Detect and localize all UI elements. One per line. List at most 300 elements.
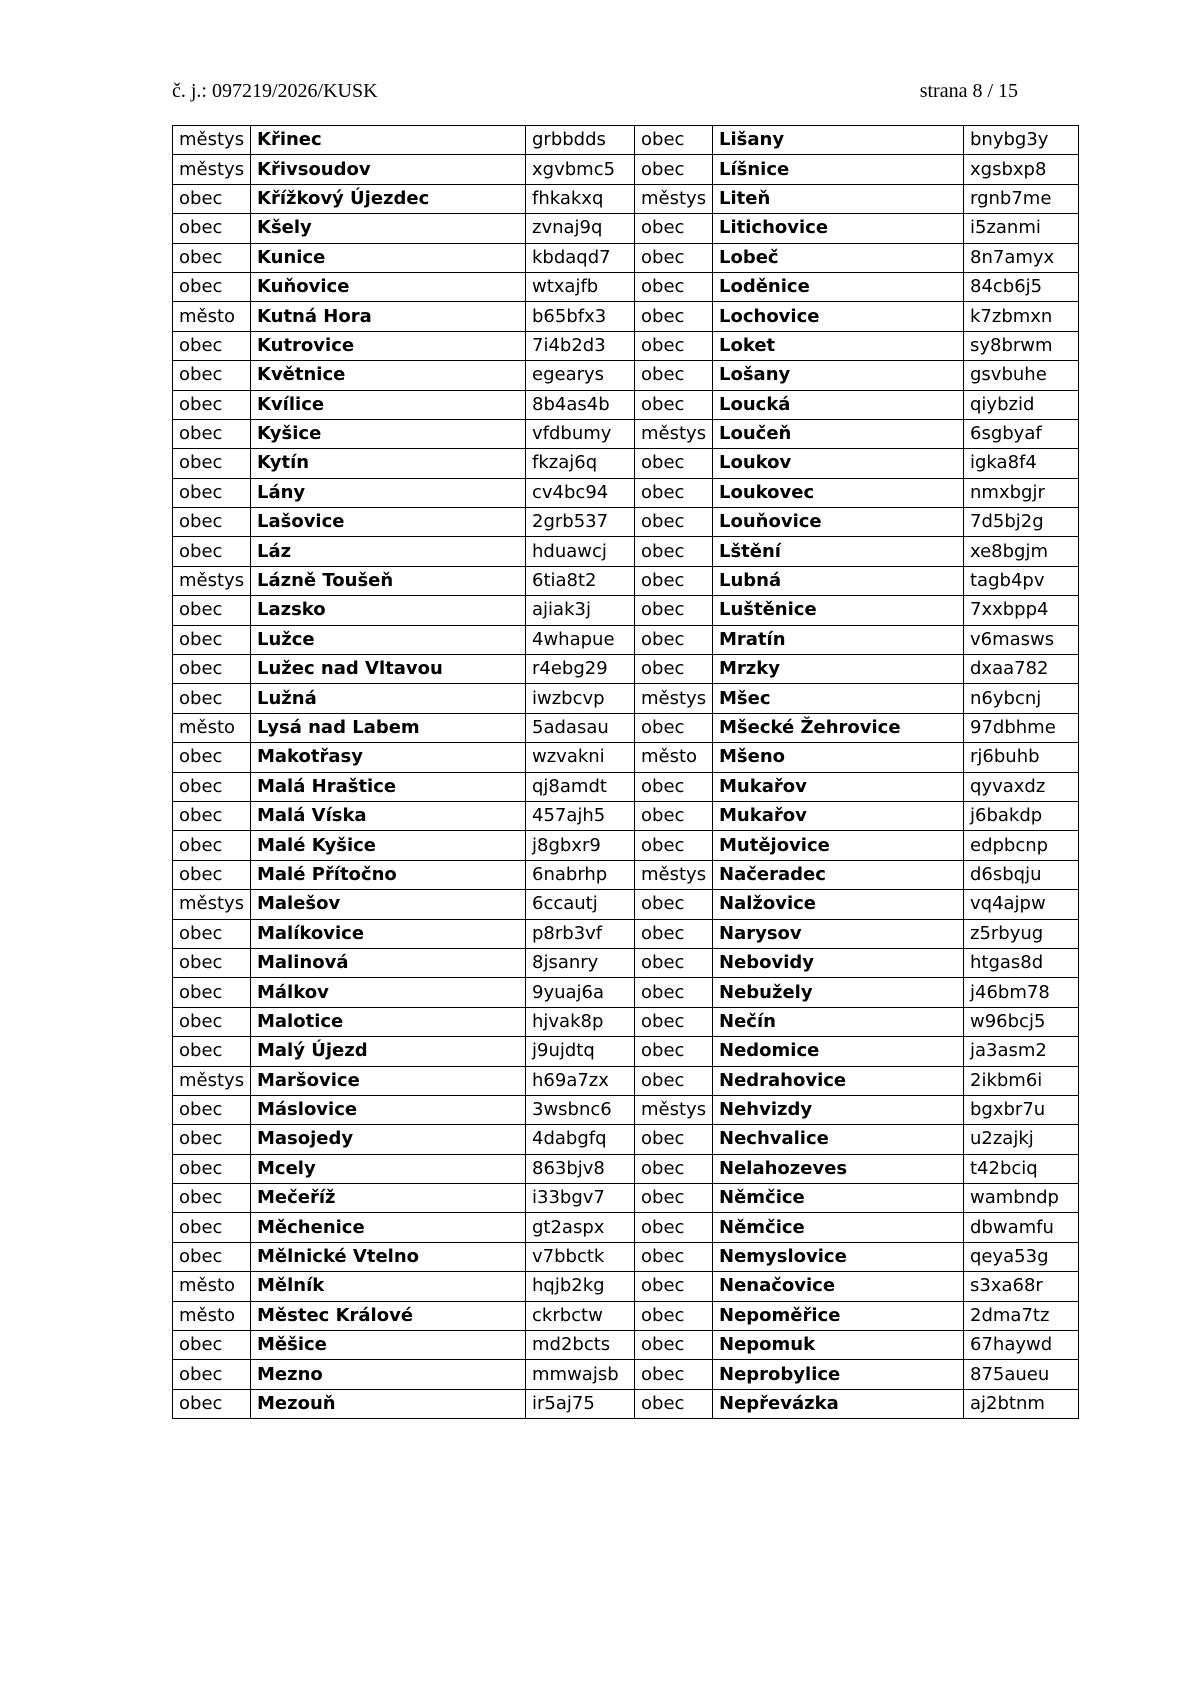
municipality-code-cell: 4dabgfq — [526, 1125, 635, 1154]
municipality-name-cell: Křinec — [251, 126, 526, 155]
municipality-code-cell: fhkakxq — [526, 184, 635, 213]
municipality-code-cell: xe8bgjm — [964, 537, 1079, 566]
municipality-code-cell: edpbcnp — [964, 831, 1079, 860]
municipality-type-cell: obec — [173, 625, 251, 654]
table-row — [173, 713, 1079, 742]
municipality-type-cell: obec — [173, 596, 251, 625]
municipality-name-cell: Mrzky — [713, 655, 964, 684]
municipality-type-cell: obec — [635, 713, 713, 742]
municipality-code-cell: qeya53g — [964, 1242, 1079, 1271]
municipality-name-cell: Loukov — [713, 449, 964, 478]
municipality-name-cell: Kvílice — [251, 390, 526, 419]
municipality-name-cell: Lužná — [251, 684, 526, 713]
municipality-name-cell: Malíkovice — [251, 919, 526, 948]
table-row — [173, 1389, 1079, 1418]
municipality-type-cell: obec — [173, 1331, 251, 1360]
municipality-type-cell: obec — [173, 272, 251, 301]
municipality-name-cell: Lišany — [713, 126, 964, 155]
municipality-code-cell: s3xa68r — [964, 1272, 1079, 1301]
table-row — [173, 743, 1079, 772]
municipality-type-cell: obec — [635, 1037, 713, 1066]
municipality-code-cell: 7i4b2d3 — [526, 331, 635, 360]
municipality-type-cell: obec — [635, 390, 713, 419]
table-row — [173, 919, 1079, 948]
municipality-name-cell: Měchenice — [251, 1213, 526, 1242]
municipality-type-cell: obec — [173, 743, 251, 772]
municipality-code-cell: k7zbmxn — [964, 302, 1079, 331]
municipality-name-cell: Malý Újezd — [251, 1037, 526, 1066]
municipality-name-cell: Lochovice — [713, 302, 964, 331]
municipality-code-cell: qyvaxdz — [964, 772, 1079, 801]
municipality-code-cell: grbbdds — [526, 126, 635, 155]
municipality-type-cell: obec — [635, 1272, 713, 1301]
municipality-type-cell: obec — [635, 1125, 713, 1154]
municipality-code-cell: rgnb7me — [964, 184, 1079, 213]
municipality-name-cell: Načeradec — [713, 860, 964, 889]
municipality-code-cell: h69a7zx — [526, 1066, 635, 1095]
municipality-name-cell: Křížkový Újezdec — [251, 184, 526, 213]
municipality-code-cell: iwzbcvp — [526, 684, 635, 713]
table-row — [173, 831, 1079, 860]
table-row — [173, 596, 1079, 625]
municipality-type-cell: městys — [635, 860, 713, 889]
table-row — [173, 1007, 1079, 1036]
municipality-type-cell: obec — [173, 1037, 251, 1066]
municipality-name-cell: Mezno — [251, 1360, 526, 1389]
municipality-name-cell: Malinová — [251, 948, 526, 977]
municipality-code-cell: qiybzid — [964, 390, 1079, 419]
municipality-type-cell: město — [173, 713, 251, 742]
municipality-code-cell: j6bakdp — [964, 801, 1079, 830]
table-row — [173, 655, 1079, 684]
municipality-name-cell: Loučeň — [713, 419, 964, 448]
municipality-code-cell: vq4ajpw — [964, 890, 1079, 919]
table-row — [173, 1154, 1079, 1183]
municipality-name-cell: Lány — [251, 478, 526, 507]
table-row — [173, 1037, 1079, 1066]
municipality-code-cell: mmwajsb — [526, 1360, 635, 1389]
table-row — [173, 419, 1079, 448]
municipality-type-cell: obec — [173, 1007, 251, 1036]
municipality-code-cell: xgsbxp8 — [964, 155, 1079, 184]
municipality-name-cell: Lošany — [713, 361, 964, 390]
table-row — [173, 625, 1079, 654]
municipality-code-cell: u2zajkj — [964, 1125, 1079, 1154]
municipality-type-cell: obec — [635, 331, 713, 360]
table-row — [173, 1125, 1079, 1154]
table-row — [173, 566, 1079, 595]
municipality-name-cell: Litichovice — [713, 214, 964, 243]
table-row — [173, 361, 1079, 390]
table-row — [173, 948, 1079, 977]
municipality-name-cell: Nedrahovice — [713, 1066, 964, 1095]
municipality-code-cell: gsvbuhe — [964, 361, 1079, 390]
municipality-type-cell: obec — [173, 449, 251, 478]
municipality-type-cell: obec — [173, 1389, 251, 1418]
table-row — [173, 1360, 1079, 1389]
municipality-type-cell: obec — [173, 1213, 251, 1242]
municipality-name-cell: Narysov — [713, 919, 964, 948]
municipality-type-cell: obec — [173, 478, 251, 507]
table-row — [173, 1272, 1079, 1301]
municipality-code-cell: vfdbumy — [526, 419, 635, 448]
municipality-type-cell: obec — [635, 655, 713, 684]
municipality-code-cell: 84cb6j5 — [964, 272, 1079, 301]
municipality-type-cell: obec — [635, 302, 713, 331]
municipality-code-cell: dxaa782 — [964, 655, 1079, 684]
table-row — [173, 331, 1079, 360]
municipality-name-cell: Láz — [251, 537, 526, 566]
table-row — [173, 801, 1079, 830]
municipality-code-cell: ajiak3j — [526, 596, 635, 625]
page-header — [172, 80, 1018, 110]
municipality-name-cell: Mutějovice — [713, 831, 964, 860]
municipality-name-cell: Máslovice — [251, 1095, 526, 1124]
municipality-code-cell: cv4bc94 — [526, 478, 635, 507]
municipality-code-cell: htgas8d — [964, 948, 1079, 977]
municipality-type-cell: obec — [635, 566, 713, 595]
municipality-name-cell: Nepoměřice — [713, 1301, 964, 1330]
municipality-code-cell: j8gbxr9 — [526, 831, 635, 860]
municipality-name-cell: Mratín — [713, 625, 964, 654]
municipality-name-cell: Makotřasy — [251, 743, 526, 772]
municipality-code-cell: i5zanmi — [964, 214, 1079, 243]
municipality-name-cell: Lázně Toušeň — [251, 566, 526, 595]
table-row — [173, 1213, 1079, 1242]
municipality-code-cell: 7d5bj2g — [964, 508, 1079, 537]
table-row — [173, 1184, 1079, 1213]
municipality-type-cell: obec — [635, 801, 713, 830]
municipality-code-cell: wambndp — [964, 1184, 1079, 1213]
municipality-code-cell: 3wsbnc6 — [526, 1095, 635, 1124]
municipality-type-cell: městys — [635, 184, 713, 213]
municipality-type-cell: městys — [635, 1095, 713, 1124]
table-row — [173, 214, 1079, 243]
municipality-name-cell: Mcely — [251, 1154, 526, 1183]
municipality-code-cell: v6masws — [964, 625, 1079, 654]
municipality-type-cell: obec — [635, 978, 713, 1007]
table-row — [173, 155, 1079, 184]
municipality-type-cell: obec — [635, 537, 713, 566]
municipality-code-cell: aj2btnm — [964, 1389, 1079, 1418]
municipality-code-cell: j46bm78 — [964, 978, 1079, 1007]
municipality-code-cell: 8jsanry — [526, 948, 635, 977]
municipality-name-cell: Louňovice — [713, 508, 964, 537]
municipality-name-cell: Liteň — [713, 184, 964, 213]
municipality-code-cell: 2ikbm6i — [964, 1066, 1079, 1095]
municipality-name-cell: Mělník — [251, 1272, 526, 1301]
municipality-type-cell: obec — [173, 1242, 251, 1271]
municipality-type-cell: obec — [173, 390, 251, 419]
municipality-type-cell: obec — [635, 919, 713, 948]
municipality-code-cell: 6ccautj — [526, 890, 635, 919]
municipality-name-cell: Mukařov — [713, 801, 964, 830]
table-body — [173, 126, 1079, 1419]
municipality-code-cell: ja3asm2 — [964, 1037, 1079, 1066]
municipality-type-cell: obec — [635, 155, 713, 184]
municipality-code-cell: b65bfx3 — [526, 302, 635, 331]
municipality-name-cell: Luštěnice — [713, 596, 964, 625]
municipality-name-cell: Němčice — [713, 1184, 964, 1213]
municipality-code-cell: 6sgbyaf — [964, 419, 1079, 448]
table-row — [173, 978, 1079, 1007]
municipality-type-cell: obec — [635, 1331, 713, 1360]
municipality-code-cell: dbwamfu — [964, 1213, 1079, 1242]
municipality-name-cell: Kyšice — [251, 419, 526, 448]
municipality-name-cell: Líšnice — [713, 155, 964, 184]
municipality-code-cell: gt2aspx — [526, 1213, 635, 1242]
municipality-type-cell: obec — [173, 1095, 251, 1124]
municipality-name-cell: Nepřevázka — [713, 1389, 964, 1418]
municipality-name-cell: Maršovice — [251, 1066, 526, 1095]
municipality-type-cell: městys — [173, 566, 251, 595]
table-row — [173, 184, 1079, 213]
table-row — [173, 126, 1079, 155]
municipality-type-cell: obec — [635, 478, 713, 507]
municipality-type-cell: městys — [635, 684, 713, 713]
municipality-name-cell: Lobeč — [713, 243, 964, 272]
municipality-code-cell: 6tia8t2 — [526, 566, 635, 595]
municipality-code-cell: ir5aj75 — [526, 1389, 635, 1418]
table-row — [173, 302, 1079, 331]
municipality-type-cell: obec — [173, 214, 251, 243]
municipality-type-cell: obec — [635, 890, 713, 919]
municipality-type-cell: obec — [173, 331, 251, 360]
municipality-name-cell: Mečeříž — [251, 1184, 526, 1213]
municipality-code-cell: igka8f4 — [964, 449, 1079, 478]
municipality-type-cell: obec — [635, 772, 713, 801]
municipality-code-cell: hjvak8p — [526, 1007, 635, 1036]
municipality-type-cell: obec — [173, 684, 251, 713]
municipality-type-cell: obec — [173, 508, 251, 537]
table-row — [173, 860, 1079, 889]
municipality-type-cell: obec — [635, 1360, 713, 1389]
municipality-name-cell: Malé Přítočno — [251, 860, 526, 889]
municipality-type-cell: obec — [635, 1007, 713, 1036]
municipality-code-cell: 875aueu — [964, 1360, 1079, 1389]
municipality-name-cell: Mšeno — [713, 743, 964, 772]
municipality-type-cell: obec — [173, 1360, 251, 1389]
reference-number: č. j.: 097219/2026/KUSK — [172, 80, 378, 102]
table-row — [173, 684, 1079, 713]
municipality-type-cell: obec — [635, 508, 713, 537]
municipality-type-cell: obec — [173, 655, 251, 684]
municipality-type-cell: obec — [635, 214, 713, 243]
municipality-name-cell: Mšec — [713, 684, 964, 713]
municipality-name-cell: Lysá nad Labem — [251, 713, 526, 742]
municipality-code-cell: d6sbqju — [964, 860, 1079, 889]
municipality-type-cell: město — [173, 1272, 251, 1301]
table-row — [173, 508, 1079, 537]
municipality-name-cell: Nepomuk — [713, 1331, 964, 1360]
municipality-type-cell: obec — [635, 1213, 713, 1242]
municipality-code-cell: t42bciq — [964, 1154, 1079, 1183]
municipality-type-cell: obec — [173, 948, 251, 977]
municipality-name-cell: Masojedy — [251, 1125, 526, 1154]
municipality-type-cell: obec — [635, 625, 713, 654]
municipality-name-cell: Malešov — [251, 890, 526, 919]
municipality-name-cell: Nebovidy — [713, 948, 964, 977]
municipality-name-cell: Loděnice — [713, 272, 964, 301]
municipality-type-cell: obec — [173, 243, 251, 272]
municipality-type-cell: obec — [635, 1301, 713, 1330]
municipality-code-cell: 6nabrhp — [526, 860, 635, 889]
municipality-code-cell: egearys — [526, 361, 635, 390]
table-row — [173, 1301, 1079, 1330]
municipality-code-cell: 4whapue — [526, 625, 635, 654]
municipality-type-cell: obec — [635, 1389, 713, 1418]
municipality-name-cell: Malé Kyšice — [251, 831, 526, 860]
municipality-name-cell: Mezouň — [251, 1389, 526, 1418]
municipality-name-cell: Loket — [713, 331, 964, 360]
municipality-code-cell: tagb4pv — [964, 566, 1079, 595]
municipality-type-cell: obec — [173, 184, 251, 213]
municipality-code-cell: r4ebg29 — [526, 655, 635, 684]
municipality-code-cell: v7bbctk — [526, 1242, 635, 1271]
municipality-code-cell: bgxbr7u — [964, 1095, 1079, 1124]
municipality-name-cell: Nehvizdy — [713, 1095, 964, 1124]
municipality-code-cell: w96bcj5 — [964, 1007, 1079, 1036]
municipality-type-cell: obec — [173, 860, 251, 889]
table-row — [173, 1095, 1079, 1124]
municipality-type-cell: obec — [173, 1125, 251, 1154]
municipality-name-cell: Němčice — [713, 1213, 964, 1242]
municipality-name-cell: Loukovec — [713, 478, 964, 507]
municipality-name-cell: Neprobylice — [713, 1360, 964, 1389]
municipality-name-cell: Lazsko — [251, 596, 526, 625]
municipality-name-cell: Křivsoudov — [251, 155, 526, 184]
municipality-code-cell: j9ujdtq — [526, 1037, 635, 1066]
municipality-type-cell: obec — [635, 1242, 713, 1271]
municipality-name-cell: Kytín — [251, 449, 526, 478]
municipality-type-cell: obec — [635, 361, 713, 390]
table-row — [173, 390, 1079, 419]
municipality-type-cell: obec — [635, 449, 713, 478]
table-row — [173, 890, 1079, 919]
municipality-name-cell: Nedomice — [713, 1037, 964, 1066]
municipality-name-cell: Nečín — [713, 1007, 964, 1036]
municipality-type-cell: město — [635, 743, 713, 772]
municipality-type-cell: obec — [635, 1066, 713, 1095]
municipality-type-cell: městys — [173, 155, 251, 184]
municipality-code-cell: sy8brwm — [964, 331, 1079, 360]
municipality-code-cell: rj6buhb — [964, 743, 1079, 772]
municipality-name-cell: Nalžovice — [713, 890, 964, 919]
municipality-name-cell: Lašovice — [251, 508, 526, 537]
municipality-code-cell: 7xxbpp4 — [964, 596, 1079, 625]
municipality-type-cell: obec — [173, 419, 251, 448]
municipality-name-cell: Nechvalice — [713, 1125, 964, 1154]
municipality-type-cell: obec — [635, 1184, 713, 1213]
table-row — [173, 243, 1079, 272]
municipality-table — [172, 125, 1079, 1419]
municipality-name-cell: Nenačovice — [713, 1272, 964, 1301]
municipality-name-cell: Kunice — [251, 243, 526, 272]
municipality-type-cell: obec — [173, 361, 251, 390]
municipality-code-cell: nmxbgjr — [964, 478, 1079, 507]
municipality-code-cell: 2dma7tz — [964, 1301, 1079, 1330]
municipality-name-cell: Kšely — [251, 214, 526, 243]
municipality-type-cell: obec — [173, 537, 251, 566]
municipality-type-cell: obec — [635, 948, 713, 977]
municipality-name-cell: Kutrovice — [251, 331, 526, 360]
table-row — [173, 272, 1079, 301]
municipality-code-cell: p8rb3vf — [526, 919, 635, 948]
municipality-name-cell: Malotice — [251, 1007, 526, 1036]
municipality-code-cell: md2bcts — [526, 1331, 635, 1360]
page-number: strana 8 / 15 — [919, 80, 1018, 102]
municipality-code-cell: 2grb537 — [526, 508, 635, 537]
municipality-type-cell: obec — [635, 126, 713, 155]
municipality-type-cell: obec — [173, 831, 251, 860]
municipality-type-cell: obec — [635, 1154, 713, 1183]
municipality-type-cell: obec — [173, 772, 251, 801]
municipality-type-cell: městys — [173, 890, 251, 919]
municipality-name-cell: Kutná Hora — [251, 302, 526, 331]
municipality-name-cell: Nelahozeves — [713, 1154, 964, 1183]
municipality-type-cell: obec — [173, 919, 251, 948]
table-row — [173, 1242, 1079, 1271]
municipality-code-cell: 8b4as4b — [526, 390, 635, 419]
municipality-code-cell: hduawcj — [526, 537, 635, 566]
municipality-type-cell: obec — [635, 596, 713, 625]
municipality-type-cell: obec — [635, 243, 713, 272]
municipality-name-cell: Nemyslovice — [713, 1242, 964, 1271]
table-row — [173, 1066, 1079, 1095]
municipality-code-cell: 97dbhme — [964, 713, 1079, 742]
municipality-name-cell: Kuňovice — [251, 272, 526, 301]
municipality-code-cell: hqjb2kg — [526, 1272, 635, 1301]
municipality-code-cell: wtxajfb — [526, 272, 635, 301]
table-row — [173, 478, 1079, 507]
municipality-type-cell: obec — [173, 801, 251, 830]
municipality-name-cell: Mukařov — [713, 772, 964, 801]
table-row — [173, 1331, 1079, 1360]
municipality-code-cell: 9yuaj6a — [526, 978, 635, 1007]
municipality-code-cell: 8n7amyx — [964, 243, 1079, 272]
municipality-type-cell: obec — [635, 831, 713, 860]
municipality-type-cell: obec — [173, 1154, 251, 1183]
municipality-name-cell: Malá Víska — [251, 801, 526, 830]
municipality-name-cell: Mělnické Vtelno — [251, 1242, 526, 1271]
municipality-code-cell: 863bjv8 — [526, 1154, 635, 1183]
municipality-code-cell: z5rbyug — [964, 919, 1079, 948]
municipality-name-cell: Květnice — [251, 361, 526, 390]
table-row — [173, 537, 1079, 566]
municipality-code-cell: 5adasau — [526, 713, 635, 742]
municipality-name-cell: Lubná — [713, 566, 964, 595]
municipality-code-cell: 457ajh5 — [526, 801, 635, 830]
municipality-code-cell: kbdaqd7 — [526, 243, 635, 272]
municipality-name-cell: Loucká — [713, 390, 964, 419]
municipality-code-cell: bnybg3y — [964, 126, 1079, 155]
municipality-code-cell: wzvakni — [526, 743, 635, 772]
municipality-name-cell: Lužec nad Vltavou — [251, 655, 526, 684]
municipality-code-cell: zvnaj9q — [526, 214, 635, 243]
municipality-name-cell: Lužce — [251, 625, 526, 654]
municipality-type-cell: obec — [635, 272, 713, 301]
municipality-name-cell: Lštění — [713, 537, 964, 566]
municipality-code-cell: n6ybcnj — [964, 684, 1079, 713]
municipality-type-cell: obec — [173, 978, 251, 1007]
municipality-type-cell: městys — [173, 1066, 251, 1095]
municipality-name-cell: Málkov — [251, 978, 526, 1007]
municipality-code-cell: xgvbmc5 — [526, 155, 635, 184]
municipality-code-cell: i33bgv7 — [526, 1184, 635, 1213]
municipality-name-cell: Měšice — [251, 1331, 526, 1360]
municipality-type-cell: městys — [173, 126, 251, 155]
municipality-code-cell: fkzaj6q — [526, 449, 635, 478]
